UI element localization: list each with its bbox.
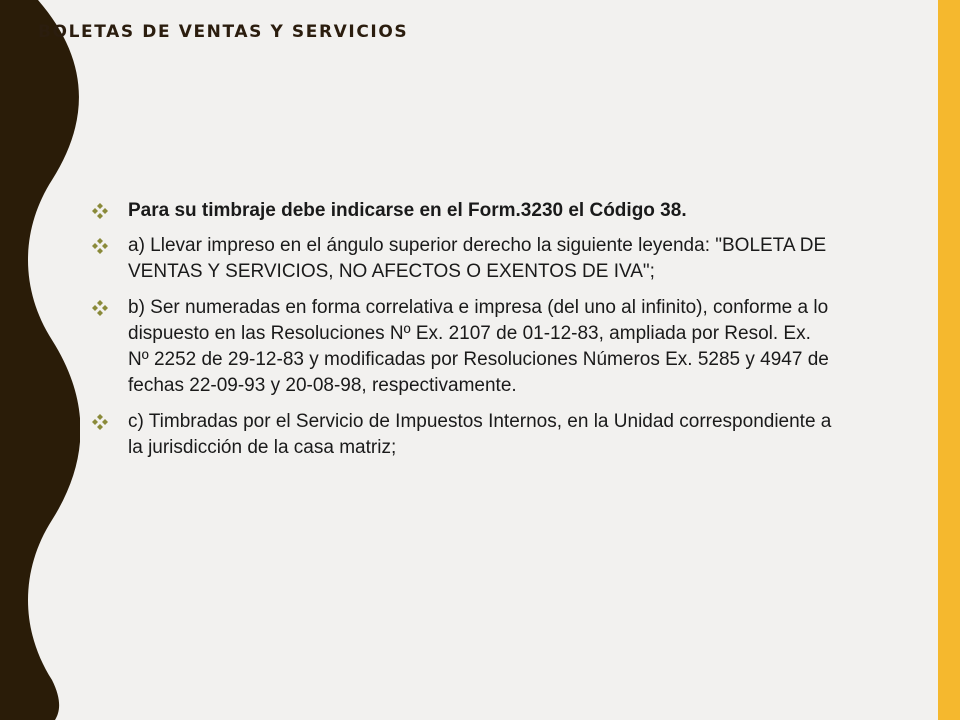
bullet-item	[92, 233, 832, 285]
bullet-item	[92, 295, 832, 399]
slide-title: BOLETAS DE VENTAS Y SERVICIOS	[38, 22, 409, 42]
bullet-list	[92, 198, 832, 471]
wavy-side-band	[0, 0, 80, 720]
bullet-item	[92, 409, 832, 461]
four-diamond-bullet-icon	[92, 414, 108, 430]
accent-side-band	[938, 0, 960, 720]
four-diamond-bullet-icon	[92, 300, 108, 316]
bullet-text: b) Ser numeradas en forma correlativa e impresa (del uno al infinito), conforme a lo dispuesto en las Resoluciones Nº Ex. 2107 de 01-12-83, ampliada por Resol. Ex. Nº 2252 de 29-12-83 y modificadas por Resoluciones Números Ex. 5285 y 4947 de fechas 22-09-93 y 20-08-98, respectivamente.	[128, 297, 829, 396]
bullet-text: Para su timbraje debe indicarse en el Form.3230 el Código 38.	[128, 200, 687, 221]
bullet-text: c) Timbradas por el Servicio de Impuestos Internos, en la Unidad correspondiente a la jurisdicción de la casa matriz;	[128, 411, 832, 458]
bullet-item	[92, 198, 832, 224]
bullet-text: a) Llevar impreso en el ángulo superior derecho la siguiente leyenda: "BOLETA DE VENTAS Y SERVICIOS, NO AFECTOS O EXENTOS DE IVA";	[128, 235, 827, 282]
four-diamond-bullet-icon	[92, 238, 108, 254]
four-diamond-bullet-icon	[92, 203, 108, 219]
